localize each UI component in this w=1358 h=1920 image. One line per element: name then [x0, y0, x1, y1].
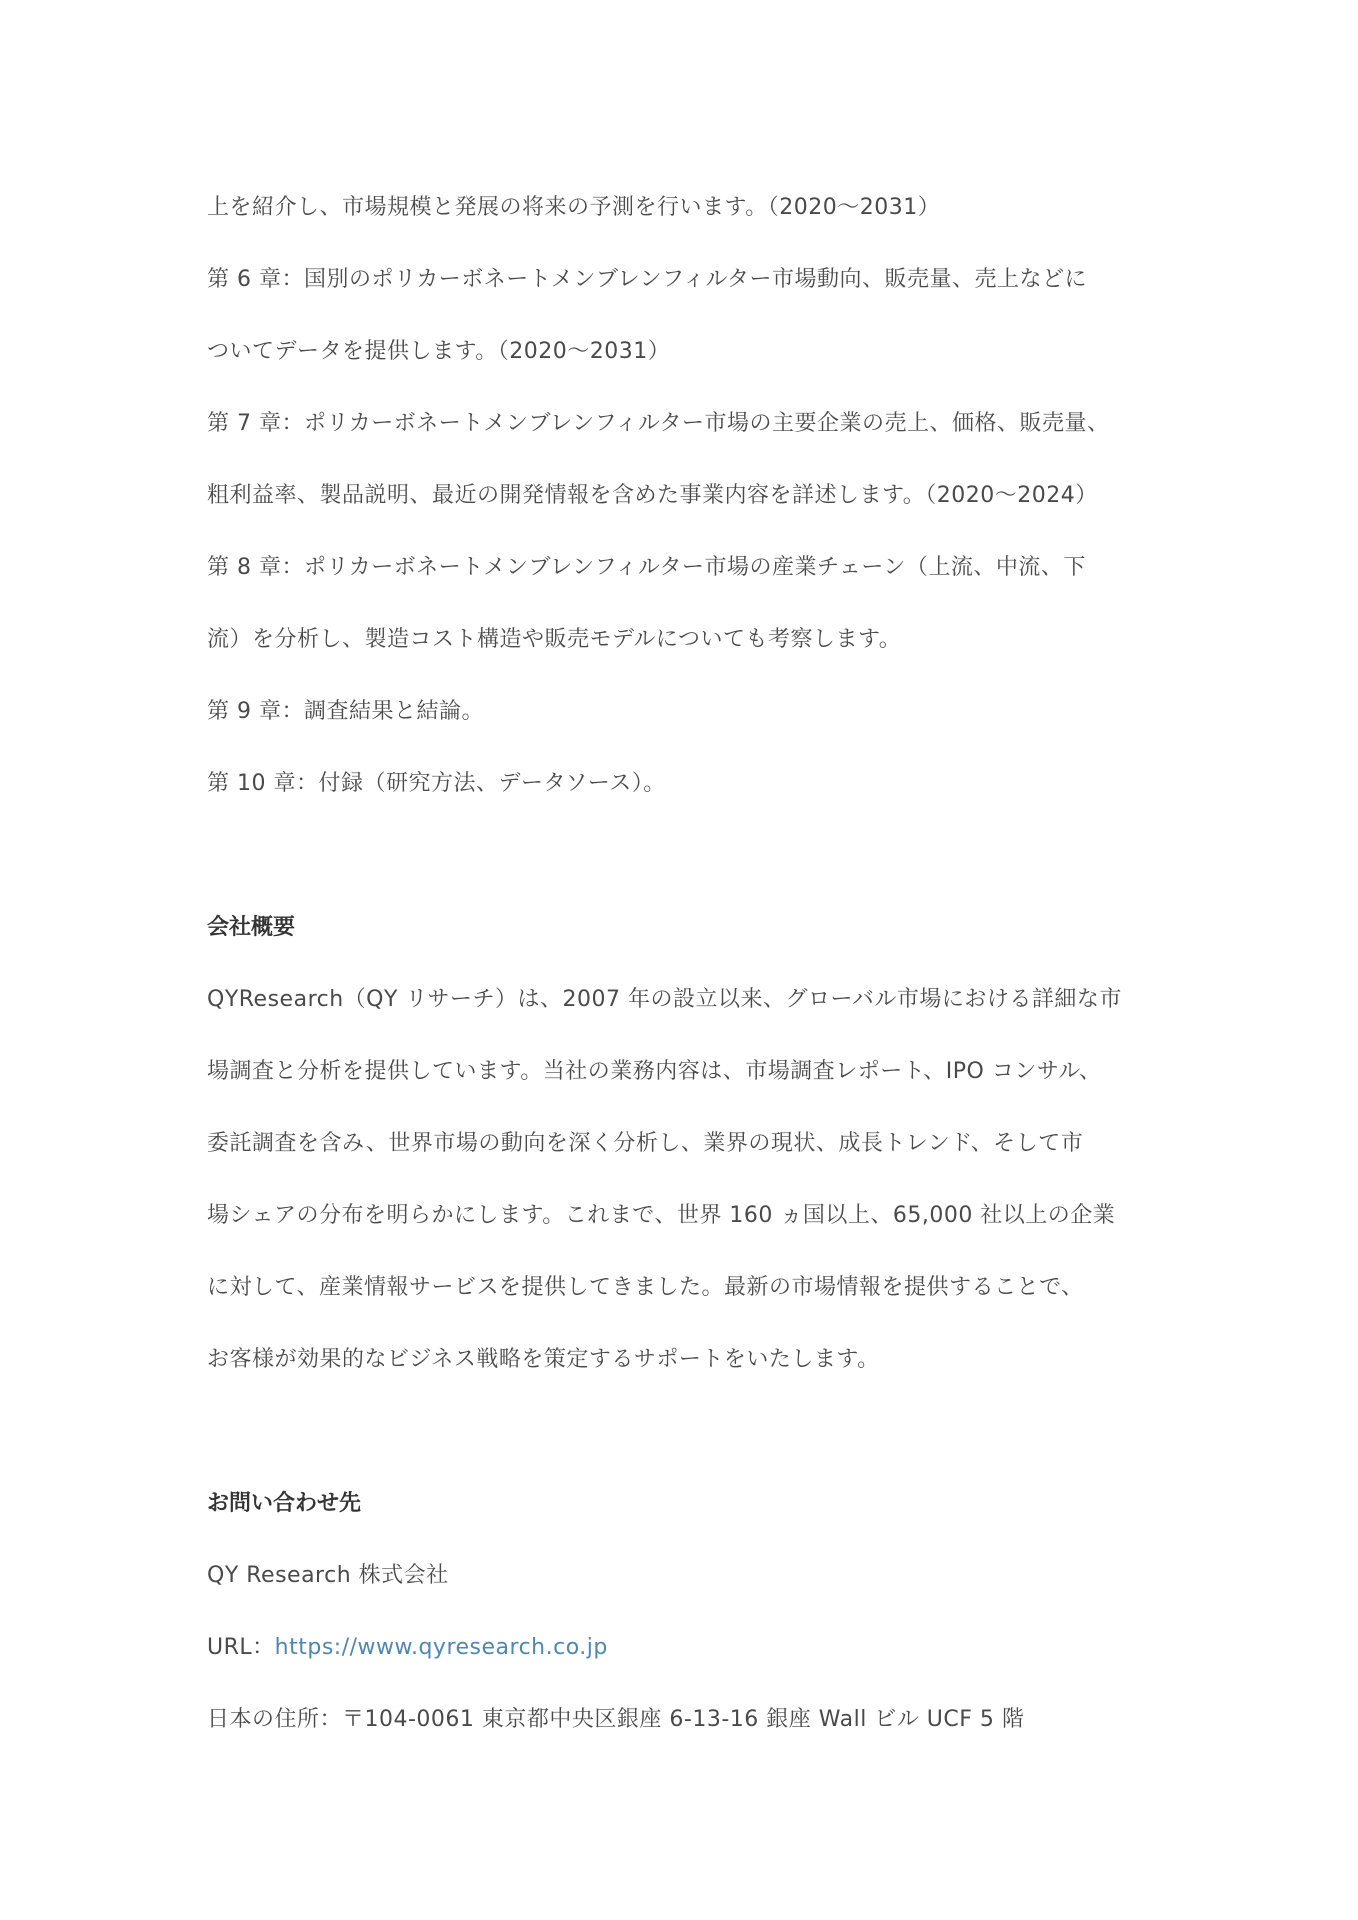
chapter6-line-1: 第 6 章：国別のポリカーボネートメンブレンフィルター市場動向、販売量、売上などに: [207, 267, 1087, 292]
company-overview-heading: 会社概要: [207, 915, 296, 940]
chapter9-line: 第 9 章：調査結果と結論。: [207, 699, 484, 724]
contact-company-name: QY Research 株式会社: [207, 1563, 449, 1588]
chapter6-line-2: ついてデータを提供します。（2020～2031）: [207, 339, 671, 364]
chapter8-line-1: 第 8 章：ポリカーボネートメンブレンフィルター市場の産業チェーン（上流、中流、下: [207, 555, 1086, 580]
section-gap: [207, 1396, 1167, 1468]
chapter5-continuation: 上を紹介し、市場規模と発展の将来の予測を行います。（2020～2031）: [207, 195, 941, 220]
contact-url-row: [207, 1612, 1167, 1684]
company-overview-line-3: 委託調査を含み、世界市場の動向を深く分析し、業界の現状、成長トレンド、そして市: [207, 1131, 1084, 1156]
company-overview-line-5: に対して、産業情報サービスを提供してきました。最新の市場情報を提供することで、: [207, 1275, 1084, 1300]
url-label: URL：: [207, 1635, 275, 1660]
chapter7-line-1: 第 7 章：ポリカーボネートメンブレンフィルター市場の主要企業の売上、価格、販売量、: [207, 411, 1110, 436]
company-overview-line-2: 場調査と分析を提供しています。当社の業務内容は、市場調査レポート、IPO コンサル、: [207, 1059, 1102, 1084]
company-overview-line-6: お客様が効果的なビジネス戦略を策定するサポートをいたします。: [207, 1347, 880, 1372]
chapter8-line-2: 流）を分析し、製造コスト構造や販売モデルについても考察します。: [207, 627, 902, 652]
company-website-link[interactable]: https://www.qyresearch.co.jp: [274, 1635, 608, 1660]
contact-heading: お問い合わせ先: [207, 1491, 362, 1516]
contact-address: 日本の住所：〒104-0061 東京都中央区銀座 6-13-16 銀座 Wall ビル UCF 5 階: [207, 1707, 1025, 1732]
company-overview-line-4: 場シェアの分布を明らかにします。これまで、世界 160 ヵ国以上、65,000 社以上の企業: [207, 1203, 1116, 1228]
section-gap: [207, 820, 1167, 892]
company-overview-line-1: QYResearch（QY リサーチ）は、2007 年の設立以来、グローバル市場における詳細な市: [207, 987, 1122, 1012]
chapter7-line-2: 粗利益率、製品説明、最近の開発情報を含めた事業内容を詳述します。（2020～2024）: [207, 483, 1098, 508]
document-page: [207, 172, 1167, 1756]
chapter10-line: 第 10 章：付録（研究方法、データソース）。: [207, 771, 666, 796]
